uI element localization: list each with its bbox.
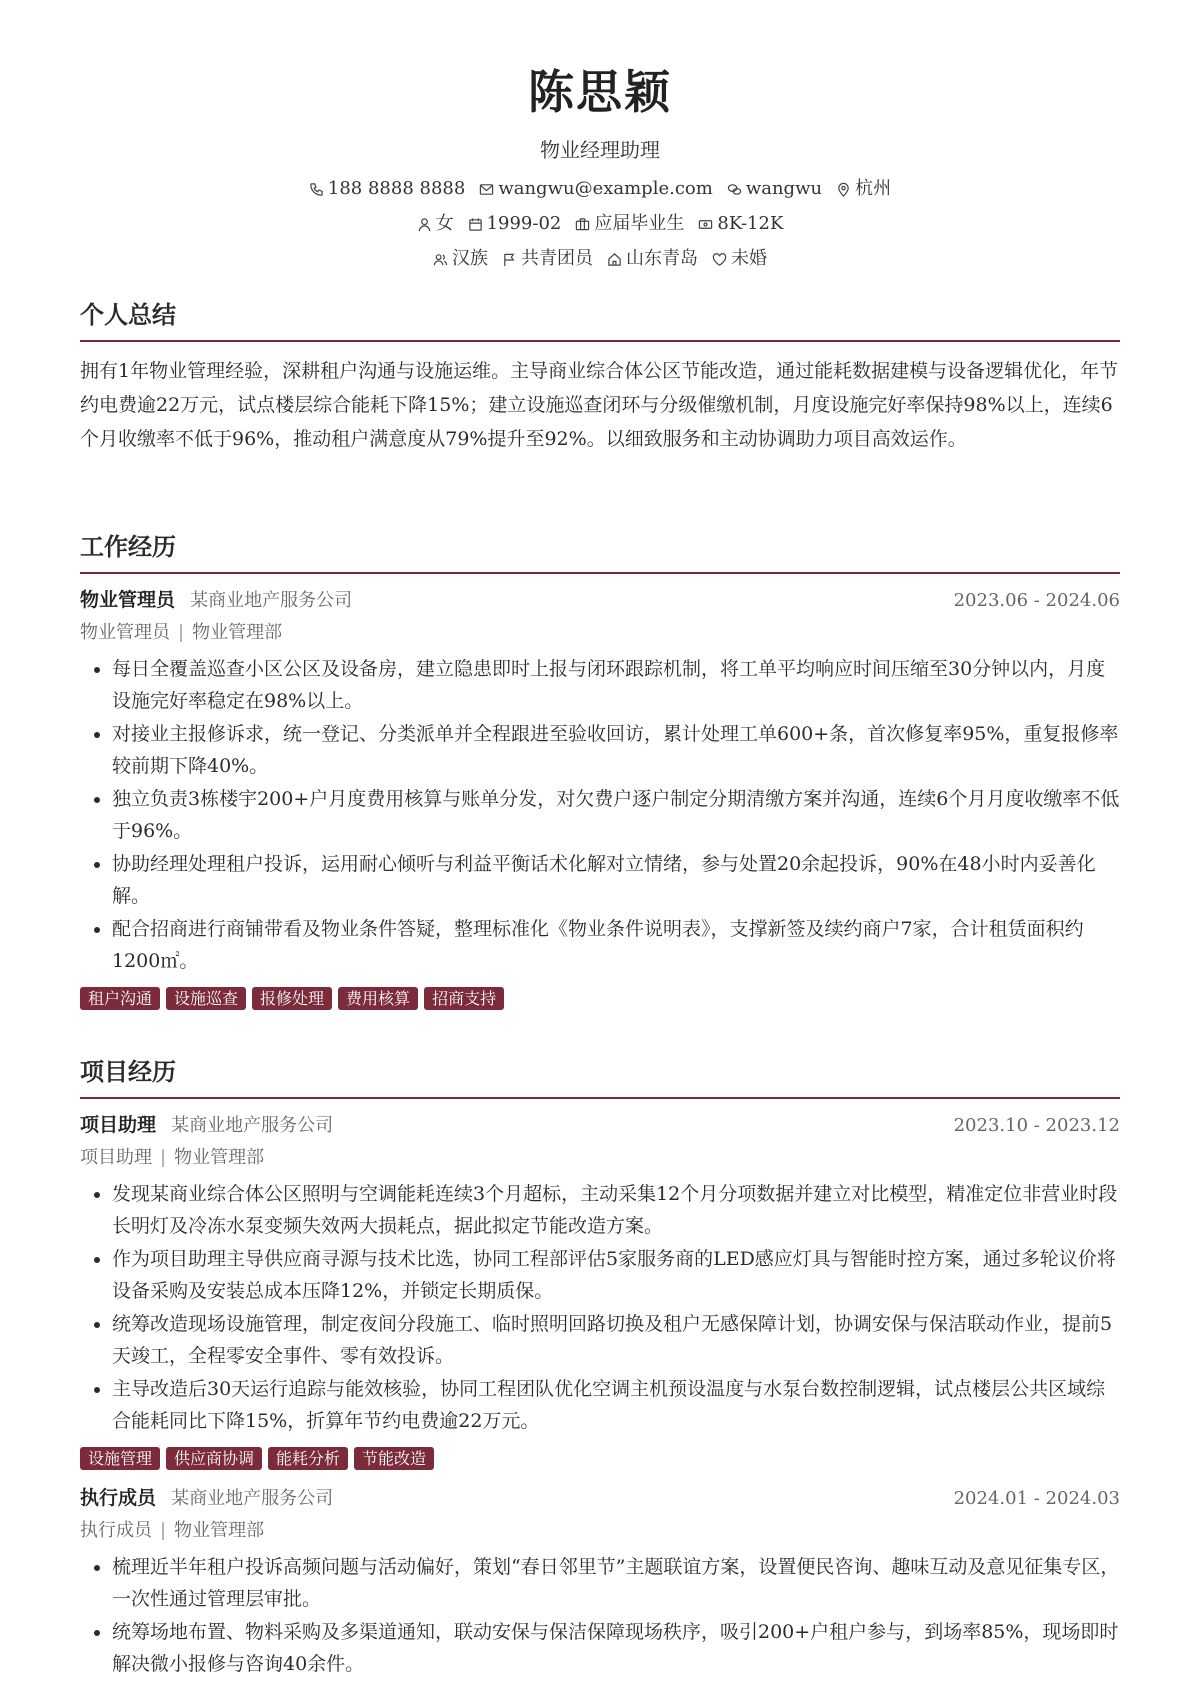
list-item: • 统筹改造现场设施管理，制定夜间分段施工、临时照明回路切换及租户无感保障计划，协调安保与保洁联动作业，提前5天竣工，全程零安全事件、零有效投诉。: [112, 1308, 1120, 1372]
entry-bullets: [80, 1551, 1120, 1680]
email-info[interactable]: [479, 176, 713, 202]
resume-header: [80, 0, 1120, 272]
home-icon: [607, 252, 622, 267]
wechat-icon: [727, 182, 742, 197]
skill-tag: 节能改造: [354, 1447, 434, 1470]
hometown-text: 山东青岛: [626, 248, 698, 269]
list-item: • 独立负责3栋楼宇200+户月度费用核算与账单分发，对欠费户逐户制定分期清缴方案并沟通，连续6个月月度收缴率不低于96%。: [112, 783, 1120, 847]
salary-text: 8K-12K: [717, 213, 784, 234]
flag-icon: [502, 252, 517, 267]
personal-row: [80, 246, 1120, 272]
location-pin-icon: [836, 182, 851, 197]
salary-info: [698, 211, 783, 237]
hometown-info: [607, 246, 698, 272]
entry-role: 项目助理: [80, 1114, 157, 1136]
entry-company: 某商业地产服务公司: [171, 1115, 334, 1136]
work-entry: [80, 586, 1120, 1010]
candidate-name: 陈思颖: [528, 65, 672, 119]
separator: |: [178, 622, 185, 643]
skill-tags: [80, 1447, 1120, 1470]
summary-section: [80, 298, 1120, 456]
entry-department: 物业管理部: [192, 622, 283, 643]
birth-info: [468, 211, 562, 237]
experience-info: [575, 211, 684, 237]
list-item: • 对接业主报修诉求，统一登记、分类派单并全程跟进至验收回访，累计处理工单600+条，首次修复率95%，重复报修率较前期下降40%。: [112, 718, 1120, 782]
skill-tag: 报修处理: [252, 987, 332, 1010]
entry-bullets: [80, 653, 1120, 977]
location-info: [836, 176, 891, 202]
entry-company: 某商业地产服务公司: [190, 590, 353, 611]
work-title: 工作经历: [80, 532, 176, 561]
skill-tag: 租户沟通: [80, 987, 160, 1010]
phone-text: 188 8888 8888: [327, 178, 466, 199]
person-icon: [417, 217, 432, 232]
email-text: wangwu@example.com: [498, 178, 713, 199]
political-info: [502, 246, 593, 272]
job-title: 物业经理助理: [540, 138, 660, 162]
money-icon: [698, 217, 713, 232]
skill-tag: 费用核算: [338, 987, 418, 1010]
political-text: 共青团员: [521, 248, 593, 269]
entry-position: 物业管理员: [80, 622, 170, 643]
list-item: • 主导改造后30天运行追踪与能效核验，协同工程团队优化空调主机预设温度与水泵台数控制逻辑，试点楼层公共区域综合能耗同比下降15%，折算年节约电费逾22万元。: [112, 1373, 1120, 1437]
entry-department: 物业管理部: [174, 1147, 265, 1168]
entry-subheader: [80, 619, 1120, 647]
list-item: • 每日全覆盖巡查小区公区及设备房，建立隐患即时上报与闭环跟踪机制，将工单平均响应时间压缩至30分钟以内，月度设施完好率稳定在98%以上。: [112, 653, 1120, 717]
project-entry: [80, 1111, 1120, 1470]
entry-header: [80, 1484, 1120, 1513]
calendar-icon: [468, 217, 483, 232]
list-item: • 作为项目助理主导供应商寻源与技术比选，协同工程部评估5家服务商的LED感应灯具与智能时控方案，通过多轮议价将设备采购及安装总成本压降12%，并锁定长期质保。: [112, 1243, 1120, 1307]
skill-tag: 设施管理: [80, 1447, 160, 1470]
entry-subheader: [80, 1144, 1120, 1172]
gender-text: 女: [435, 213, 454, 234]
entry-department: 物业管理部: [174, 1520, 265, 1541]
wechat-text: wangwu: [745, 178, 823, 199]
group-icon: [433, 252, 448, 267]
birth-text: 1999-02: [486, 213, 562, 234]
entry-date: 2023.10 - 2023.12: [953, 1115, 1120, 1136]
entry-role: 物业管理员: [80, 589, 176, 611]
skill-tag: 供应商协调: [166, 1447, 262, 1470]
phone-icon: [309, 182, 324, 197]
skill-tag: 招商支持: [424, 987, 504, 1010]
ethnicity-text: 汉族: [452, 248, 488, 269]
phone-info[interactable]: [309, 176, 465, 202]
briefcase-icon: [575, 217, 590, 232]
entry-role: 执行成员: [80, 1487, 157, 1509]
project-entry: [80, 1484, 1120, 1680]
skill-tag: 能耗分析: [268, 1447, 348, 1470]
skill-tag: 设施巡查: [166, 987, 246, 1010]
list-item: • 发现某商业综合体公区照明与空调能耗连续3个月超标，主动采集12个月分项数据并建立对比模型，精准定位非营业时段长明灯及冷冻水泵变频失效两大损耗点，据此拟定节能改造方案。: [112, 1178, 1120, 1242]
gender-info: [417, 211, 454, 237]
work-section: [80, 530, 1120, 1010]
entry-date: 2024.01 - 2024.03: [953, 1488, 1120, 1509]
separator: |: [160, 1520, 167, 1541]
experience-text: 应届毕业生: [594, 213, 685, 234]
mail-icon: [479, 182, 494, 197]
project-title: 项目经历: [80, 1057, 176, 1086]
marital-text: 未婚: [731, 248, 767, 269]
section-divider: [80, 1097, 1120, 1099]
list-item: • 配合招商进行商铺带看及物业条件答疑，整理标准化《物业条件说明表》，支撑新签及续约商户7家，合计租赁面积约1200㎡。: [112, 913, 1120, 977]
summary-title: 个人总结: [80, 300, 176, 329]
skill-tags: [80, 987, 1120, 1010]
list-item: • 统筹场地布置、物料采购及多渠道通知，联动安保与保洁保障现场秩序，吸引200+户租户参与，到场率85%，现场即时解决微小报修与咨询40余件。: [112, 1616, 1120, 1680]
separator: |: [160, 1147, 167, 1168]
section-divider: [80, 572, 1120, 574]
contact-row: [80, 176, 1120, 202]
wechat-info[interactable]: [727, 176, 822, 202]
list-item: • 协助经理处理租户投诉，运用耐心倾听与利益平衡话术化解对立情绪，参与处置20余起投诉，90%在48小时内妥善化解。: [112, 848, 1120, 912]
entry-subheader: [80, 1517, 1120, 1545]
entry-header: [80, 1111, 1120, 1140]
entry-position: 项目助理: [80, 1147, 152, 1168]
basics-row: [80, 211, 1120, 237]
entry-bullets: [80, 1178, 1120, 1437]
summary-text: 拥有1年物业管理经验，深耕租户沟通与设施运维。主导商业综合体公区节能改造，通过能耗数据建模与设备逻辑优化，年节约电费逾22万元，试点楼层综合能耗下降15%；建立设施巡查闭环与分级催缴机制，月度设施完好率保持98%以上，连续6个月收缴率不低于96%，推动租户满意度从79%提升至92%。以细致服务和主动协调助力项目高效运作。: [80, 360, 1119, 450]
entry-header: [80, 586, 1120, 615]
list-item: • 梳理近半年租户投诉高频问题与活动偏好，策划“春日邻里节”主题联谊方案，设置便民咨询、趣味互动及意见征集专区，一次性通过管理层审批。: [112, 1551, 1120, 1615]
location-text: 杭州: [855, 178, 892, 199]
heart-icon: [712, 252, 727, 267]
entry-company: 某商业地产服务公司: [171, 1488, 334, 1509]
entry-position: 执行成员: [80, 1520, 152, 1541]
entry-date: 2023.06 - 2024.06: [953, 590, 1120, 611]
ethnicity-info: [433, 246, 488, 272]
marital-info: [712, 246, 767, 272]
section-divider: [80, 340, 1120, 342]
project-section: [80, 1055, 1120, 1681]
